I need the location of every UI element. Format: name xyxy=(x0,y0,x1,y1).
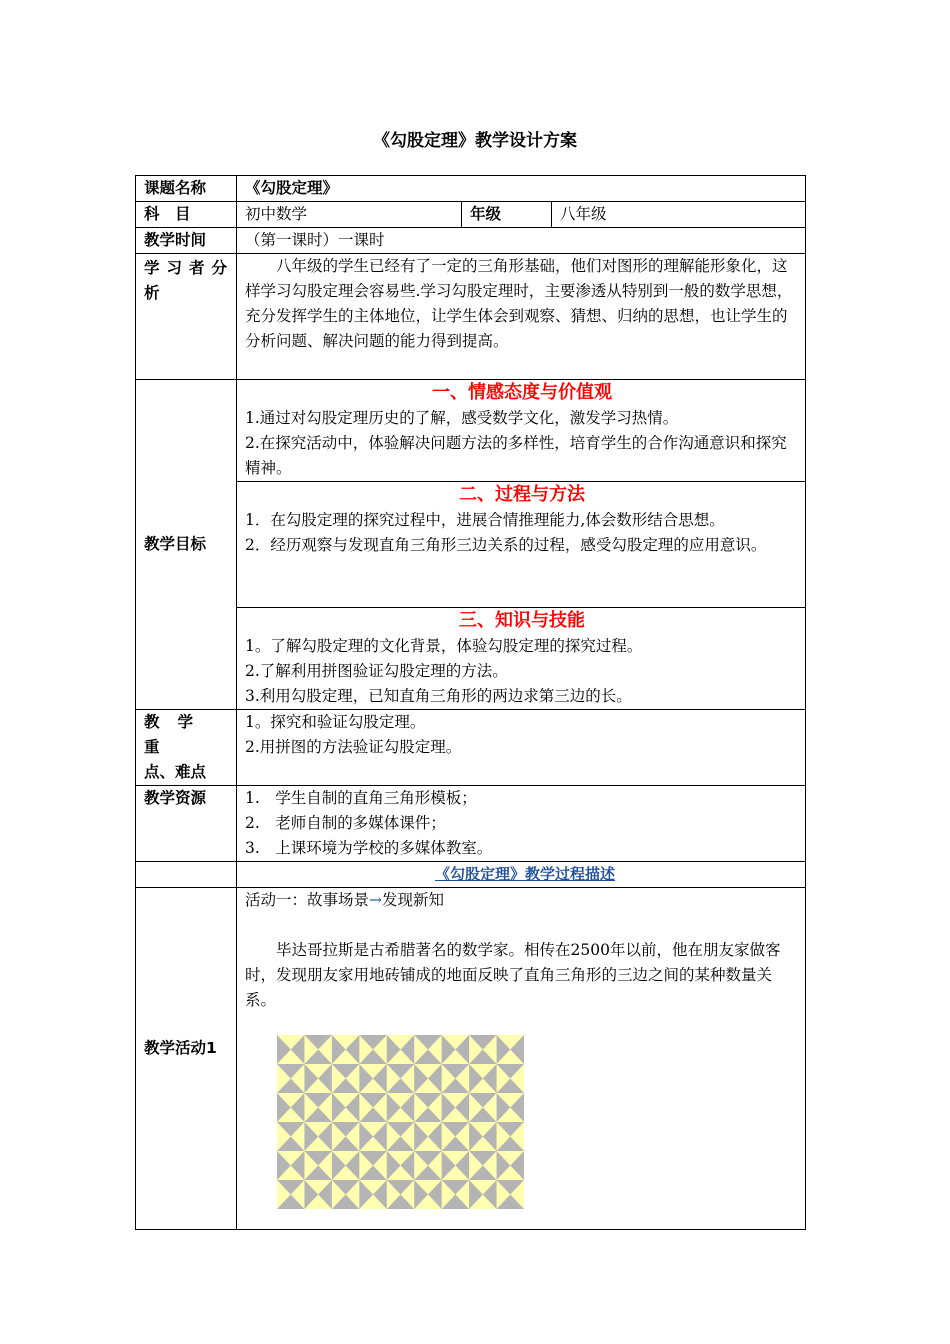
goals-item: 2．经历观察与发现直角三角形三边关系的过程，感受勾股定理的应用意识。 xyxy=(245,536,767,554)
activity1-label: 教学活动1 xyxy=(136,888,237,1230)
resources-cell xyxy=(237,786,806,862)
row-goals-2 xyxy=(136,482,806,608)
goals-heading-3: 三、知识与技能 xyxy=(459,610,585,631)
learner-text: 八年级的学生已经有了一定的三角形基础，他们对图形的理解能形象化，这样学习勾股定理会容易些.学习勾股定理时，主要渗透从特别到一般的数学思想，充分发挥学生的主体地位，让学生体会到观察、猜想、归纳的思想，也让学生的分析问题、解决问题的能力得到提高。 xyxy=(245,257,793,350)
key-points-label-b: 点、难点 xyxy=(144,763,207,781)
floor-tile-image xyxy=(277,1035,524,1209)
goals-item: 2.在探究活动中，体验解决问题方法的多样性，培育学生的合作沟通意识和探究精神。 xyxy=(245,434,787,477)
row-process-title xyxy=(136,862,806,888)
row-time xyxy=(136,228,806,254)
learner-label xyxy=(136,254,237,380)
learner-text-cell xyxy=(237,254,806,380)
row-activity1 xyxy=(136,888,806,1230)
goals-item: 1．在勾股定理的探究过程中，进展合情推理能力,体会数形结合思想。 xyxy=(245,511,725,529)
goals-heading-1: 一、情感态度与价值观 xyxy=(432,382,612,403)
row-course-name xyxy=(136,176,806,202)
floor-tile-pattern xyxy=(277,1035,524,1209)
goals-label: 教学目标 xyxy=(136,380,237,710)
lesson-plan-table xyxy=(135,175,806,1230)
grade-label: 年级 xyxy=(462,202,552,228)
row-subject xyxy=(136,202,806,228)
key-points-label xyxy=(136,710,237,786)
time-label: 教学时间 xyxy=(136,228,237,254)
key-point-item: 1。探究和验证勾股定理。 xyxy=(245,713,426,731)
resource-item: 1. 学生自制的直角三角形模板； xyxy=(245,789,477,807)
key-points-cell xyxy=(237,710,806,786)
goals-item: 2.了解利用拼图验证勾股定理的方法。 xyxy=(245,662,508,680)
goals-item: 1.通过对勾股定理历史的了解，感受数学文化，激发学习热情。 xyxy=(245,409,679,427)
goals-item: 1。了解勾股定理的文化背景，体验勾股定理的探究过程。 xyxy=(245,637,643,655)
goals-section-3 xyxy=(237,608,806,710)
activity1-intro-a: 活动一：故事场景 xyxy=(245,891,370,909)
row-resources xyxy=(136,786,806,862)
course-name-label: 课题名称 xyxy=(136,176,237,202)
activity1-intro xyxy=(245,888,795,913)
resource-item: 3. 上课环境为学校的多媒体教室。 xyxy=(245,839,493,857)
document-title: 《勾股定理》教学设计方案 xyxy=(373,131,577,151)
arrow-right-icon: → xyxy=(369,891,383,909)
subject-value: 初中数学 xyxy=(237,202,462,228)
goals-section-2 xyxy=(237,482,806,608)
grade-value: 八年级 xyxy=(552,202,806,228)
row-learner xyxy=(136,254,806,380)
activity1-story: 毕达哥拉斯是古希腊著名的数学家。相传在2500年以前，他在朋友家做客时，发现朋友家用地砖铺成的地面反映了直角三角形的三边之间的某种数量关系。 xyxy=(245,941,781,1009)
goals-heading-2: 二、过程与方法 xyxy=(459,484,585,505)
key-point-item: 2.用拼图的方法验证勾股定理。 xyxy=(245,738,462,756)
resources-label: 教学资源 xyxy=(136,786,237,862)
goals-item: 3.利用勾股定理，已知直角三角形的两边求第三边的长。 xyxy=(245,687,632,705)
goals-section-1 xyxy=(237,380,806,482)
subject-label: 科 目 xyxy=(136,202,237,228)
row-goals-1 xyxy=(136,380,806,482)
spacer xyxy=(245,913,795,938)
course-name-value: 《勾股定理》 xyxy=(237,176,806,202)
row-key-points xyxy=(136,710,806,786)
key-points-label-a: 教学重 xyxy=(144,713,212,756)
activity1-cell xyxy=(237,888,806,1230)
process-title-cell xyxy=(237,862,806,888)
row-goals-3 xyxy=(136,608,806,710)
process-title: 《勾股定理》教学过程描述 xyxy=(435,865,616,883)
resource-item: 2. 老师自制的多媒体课件； xyxy=(245,814,446,832)
learner-label-text: 学习者分析 xyxy=(144,259,235,302)
process-title-empty xyxy=(136,862,237,888)
time-value: （第一课时）一课时 xyxy=(237,228,806,254)
activity1-intro-b: 发现新知 xyxy=(382,891,445,909)
